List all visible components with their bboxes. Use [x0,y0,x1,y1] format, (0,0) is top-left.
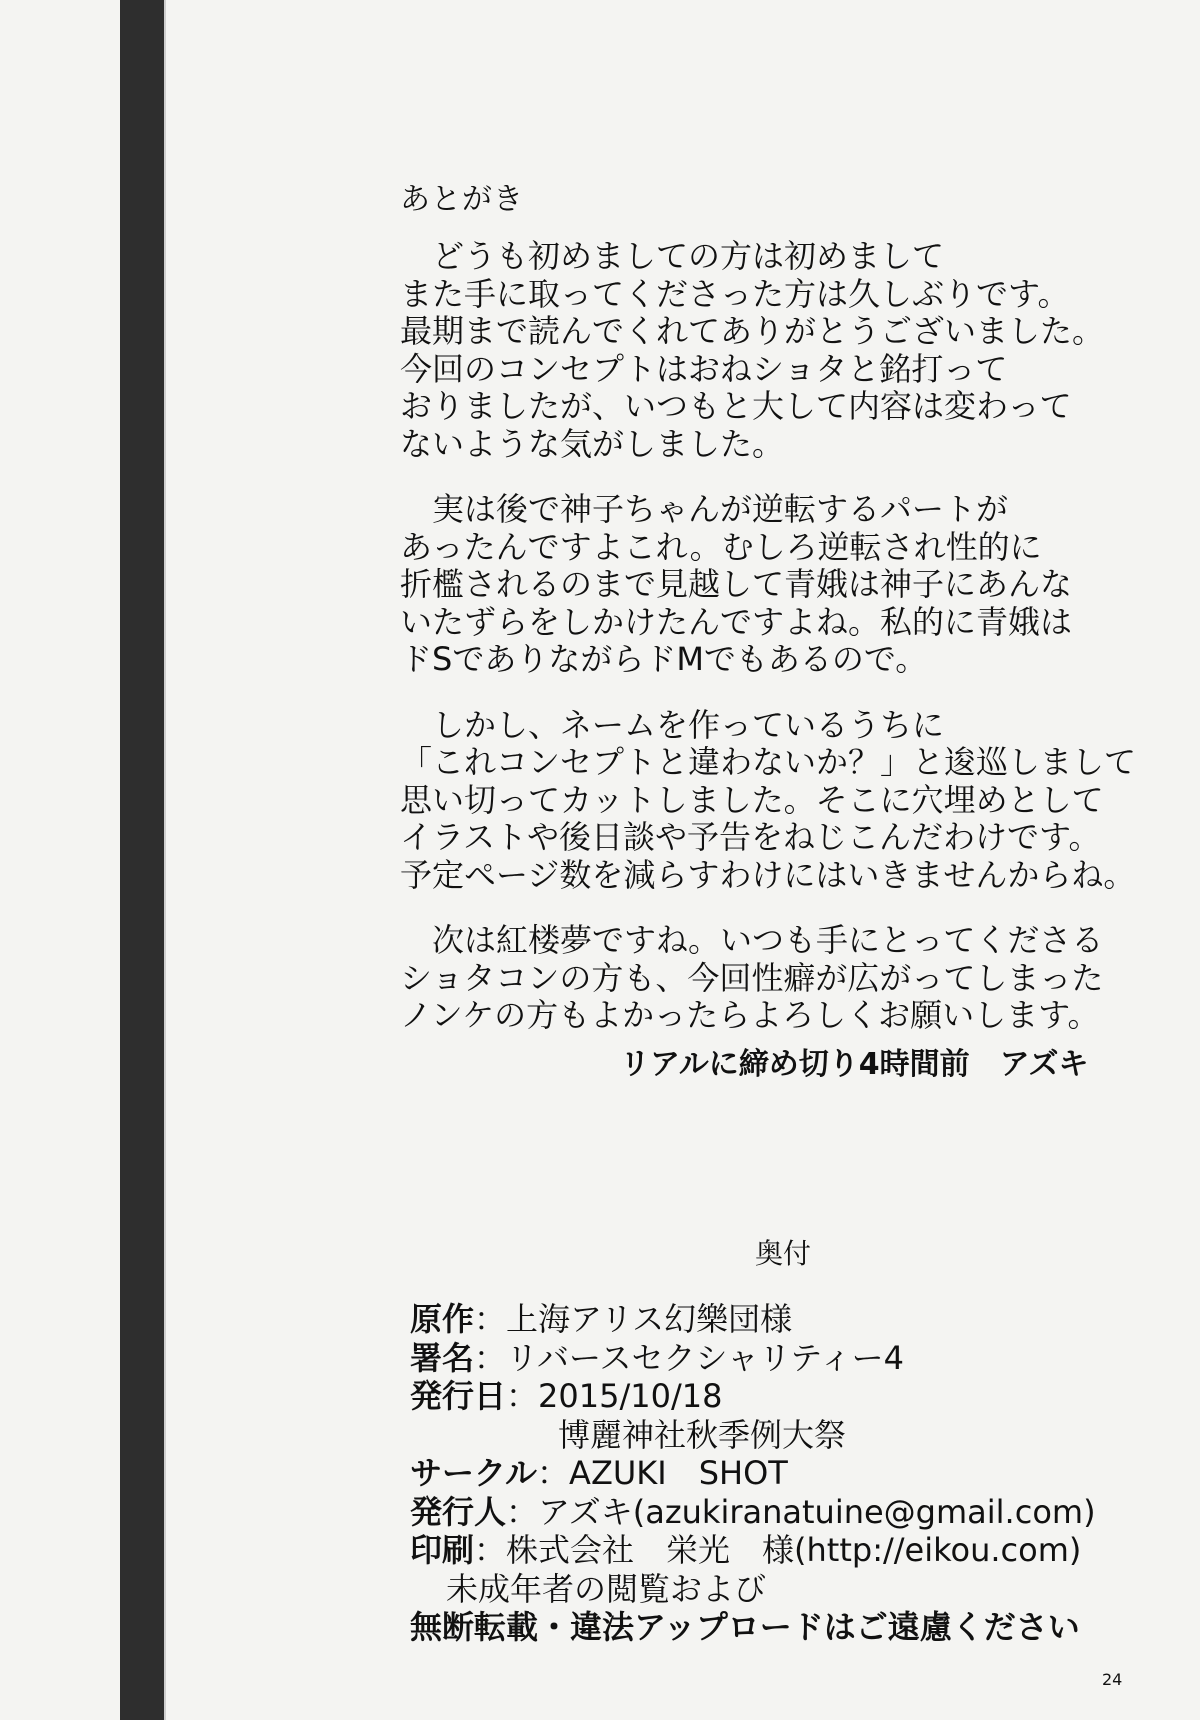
colophon-label: 印刷 [410,1531,475,1569]
page-number: 24 [1102,1670,1123,1689]
text-line: ノンケの方もよかったらよろしくお願いします。 [400,996,1100,1034]
colophon-value: ：株式会社 栄光 様(http://eikou.com) [474,1531,1082,1569]
text-line: 「これコンセプトと違わないか？」と逡巡しまして [400,743,1137,781]
colophon-value: ：上海アリス幻樂団様 [474,1300,793,1338]
text-line: 思い切ってカットしました。そこに穴埋めとして [400,780,1104,819]
text-line: イラストや後日談や予告をねじこんだわけです。 [400,818,1101,856]
text-line: 次は紅楼夢ですね。いつも手にとってくださる [400,921,1104,959]
colophon-row-event [410,1416,1170,1455]
text-line: おりましたが、いつもと大して内容は変わって [400,387,1072,425]
text-line: 最期まで読んでくれてありがとうございました。 [400,312,1105,350]
colophon-label: 原作 [410,1300,475,1338]
colophon-section [410,1300,1170,1647]
colophon-row-issue-date [410,1377,1170,1416]
text-line: ドSでありながらドMでもあるので。 [400,640,928,678]
colophon-row-original-work [410,1300,1170,1339]
colophon-label: 発行人 [410,1492,507,1531]
text-line: 折檻されるのまで見越して青娥は神子にあんな [400,565,1073,603]
text-line: ないような気がしました。 [400,424,785,463]
afterword-paragraph-4 [400,922,1160,1035]
colophon-row-publisher [410,1493,1170,1532]
text-line: 予定ページ数を減らすわけにはいきませんからね。 [400,855,1136,894]
afterword-heading: あとがき [400,182,524,217]
text-line: しかし、ネームを作っているうちに [400,705,945,744]
colophon-value: 博麗神社秋季例大祭 [558,1415,847,1454]
text-line: 今回のコンセプトはおねショタと銘打って [400,349,1008,388]
colophon-label: 発行日 [410,1377,507,1415]
colophon-value: ：リバースセクシャリティー4 [474,1338,904,1377]
text-line: また手に取ってくださった方は久しぶりです。 [400,274,1070,313]
colophon-label: 署名 [410,1338,475,1377]
colophon-value: ：AZUKI SHOT [537,1454,788,1492]
text-line: 実は後で神子ちゃんが逆転するパートが [400,490,1009,528]
afterword-paragraph-3 [400,707,1160,895]
colophon-label: サークル [410,1454,538,1492]
colophon-row-circle [410,1454,1170,1493]
colophon-warning-line-1: 未成年者の閲覧および [446,1569,767,1608]
text-line: いたずらをしかけたんですよね。私的に青娥は [400,602,1073,641]
afterword-section [400,180,1160,1063]
binding-spine-bar [120,0,164,1720]
text-line: ショタコンの方も、今回性癖が広がってしまった [400,958,1104,997]
colophon-row-printer [410,1531,1170,1570]
colophon-row-title [410,1339,1170,1378]
afterword-paragraph-2 [400,491,1160,679]
colophon-title: 奥付 [755,1237,812,1270]
spine-edge-line [164,0,166,1720]
afterword-signature: リアルに締め切り4時間前 アズキ [620,1047,1089,1082]
colophon-value: ：アズキ(azukiranatuine@gmail.com) [506,1492,1096,1531]
afterword-paragraph-1 [400,238,1160,463]
colophon-value: ：2015/10/18 [506,1377,723,1415]
text-line: あったんですよこれ。むしろ逆転され性的に [400,527,1042,566]
text-line: どうも初めましての方は初めまして [400,237,945,275]
colophon-warning-line-2: 無断転載・違法アップロードはご遠慮ください [410,1608,1080,1646]
